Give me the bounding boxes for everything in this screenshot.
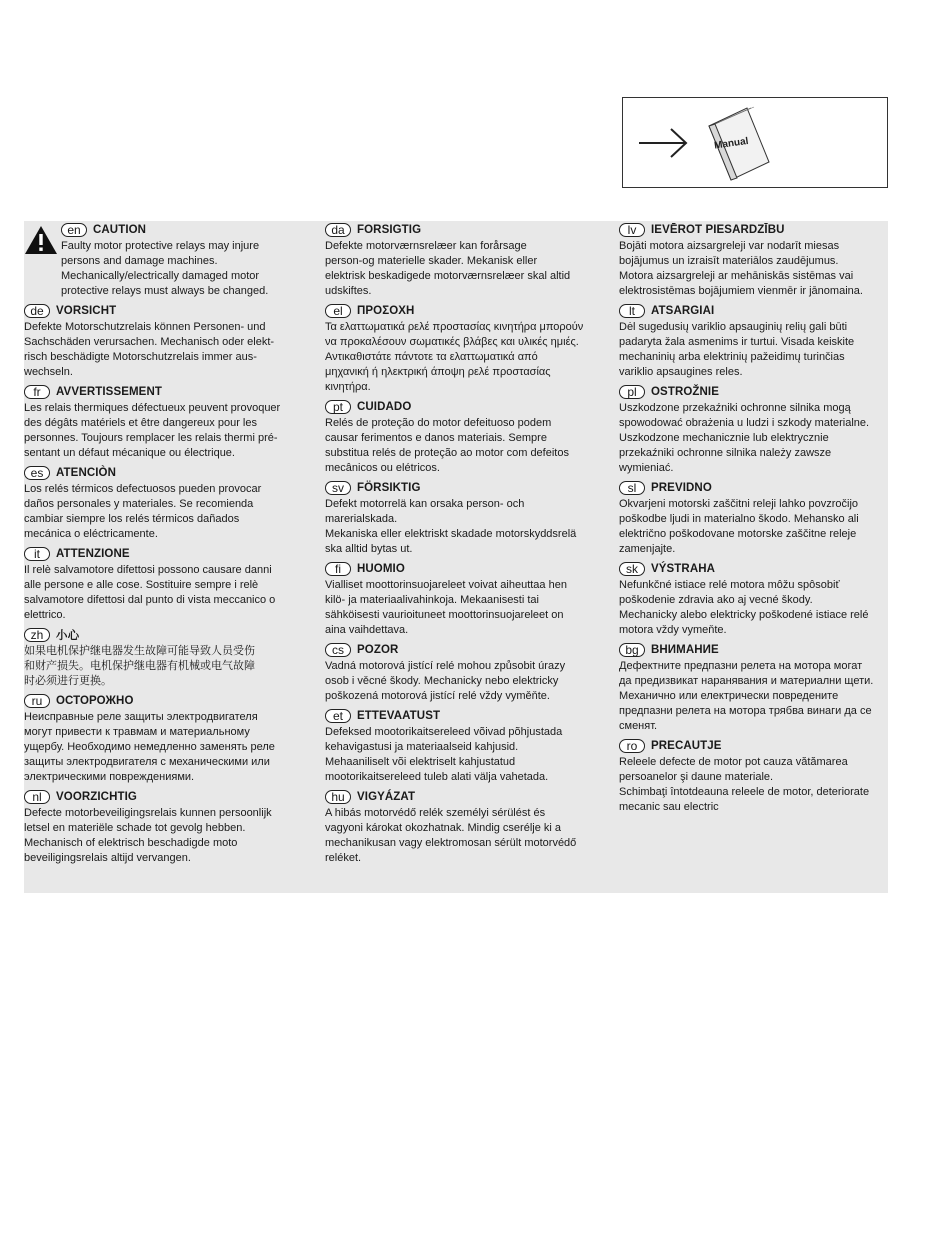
warning-title: ΠΡΟΣΟΧΗ [357, 305, 415, 317]
warning-header [61, 221, 314, 239]
warning-title: IEVĒROT PIESARDZĪBU [651, 224, 785, 236]
language-code-badge: ro [619, 739, 645, 753]
warning-block-nl [24, 788, 314, 866]
warning-title: CUIDADO [357, 401, 412, 413]
warning-panel [24, 221, 888, 893]
language-code-badge: es [24, 466, 50, 480]
language-code-badge: lv [619, 223, 645, 237]
language-code-badge: fr [24, 385, 50, 399]
language-code-badge: lt [619, 304, 645, 318]
caution-wrap [24, 221, 314, 299]
warning-header [24, 464, 314, 482]
warning-block-it [24, 545, 314, 623]
warning-triangle-icon [24, 225, 58, 255]
warning-title: PRECAUTJE [651, 740, 722, 752]
warning-header [24, 302, 314, 320]
warning-text: Il relè salvamotore difettosi possono causare danni alle persone e alle cose. Sostituire sempre i relè salvamotore difettosi dal punto di vista meccanico o elettrico. [24, 564, 276, 621]
warning-block-ru [24, 692, 314, 785]
warning-text: A hibás motorvédő relék személyi sérülést és vagyoni károkat okozhatnak. Mindig cserélje ki a mechanikusan vagy elektromosan sérült motorvédő reléket. [325, 807, 577, 864]
warning-text: Vadná motorová jistící relé mohou způsobit úrazy osob i věcné škody. Mechanicky nebo elektricky poškozená motorová jistící relé vždy vyměňte. [325, 660, 566, 702]
warning-text: Les relais thermiques défectueux peuvent provoquer des dégâts matériels et être dangereux pour les personnes. Toujours remplacer les relais thermi pré- sentant un défaut mécanique ou électrique. [24, 402, 281, 459]
warning-title: OSTROŽNIE [651, 386, 719, 398]
warning-block-lv [619, 221, 887, 299]
warning-text: Nefunkčné istiace relé motora môžu spôsobiť poškodenie zdravia ako aj vecné škody. Mechanicky alebo elektricky poškodené istiace relé motora vždy vymeňte. [619, 579, 869, 636]
warning-block-ro [619, 737, 887, 815]
warnings-column-2 [325, 221, 615, 869]
warning-text: Vialliset moottorinsuojareleet voivat aiheuttaa hen kilö- ja materiaalivahinkoja. Mekaanisesti tai sähköisesti vaurioituneet moottorinsuojareleet on aina vaihdettava. [325, 579, 567, 636]
warning-block-sv [325, 479, 615, 557]
warning-header [325, 641, 615, 659]
language-code-badge: sv [325, 481, 351, 495]
language-code-badge: sk [619, 562, 645, 576]
warning-title: CAUTION [93, 224, 147, 236]
warning-text: Defeksed mootorikaitsereleed võivad põhjustada kehavigastusi ja materiaalseid kahjusid. Mehaaniliselt või elektriselt kahjustatud mootorikaitsereleed tuleb alati välja vahetada. [325, 726, 563, 783]
warning-block-fi [325, 560, 615, 638]
warning-text: Τα ελαττωματικά ρελέ προστασίας κινητήρα μπορούν να προκαλέσουν σωματικές βλάβες και υλικές ημιές. Αντικαθιστάτε πάντοτε τα ελαττωματικά από μηχανική ή ηλεκτρική άποψη ρελέ προστασίας κινητήρα. [325, 321, 584, 393]
language-code-badge: it [24, 547, 50, 561]
warning-text: Defekte motorværnsrelæer kan forårsage person-og materielle skader. Mekanisk eller elektrisk beskadigede motorværnsrelæer skal altid udskiftes. [325, 240, 571, 297]
warning-text: Неисправные реле защиты электродвигателя могут привести к травмам и материальному ущербу. Необходимо немедленно заменять реле защиты электродвигателя с механическими или электрическими повреждениями. [24, 711, 275, 783]
manual-book-icon [709, 107, 769, 180]
language-code-badge: sl [619, 481, 645, 495]
warning-title: 小心 [56, 630, 80, 642]
warning-block-et [325, 707, 615, 785]
language-code-badge: en [61, 223, 87, 237]
warning-block-de [24, 302, 314, 380]
warning-header [325, 479, 615, 497]
warning-text: Los relés térmicos defectuosos pueden provocar daños personales y materiales. Se recomienda cambiar siempre los relés térmicos dañados mecánica o eléctricamente. [24, 483, 262, 540]
warning-title: ОСТОРОЖНО [56, 695, 134, 707]
warning-title: ATTENZIONE [56, 548, 130, 560]
warning-text: Okvarjeni motorski zaščitni releji lahko povzročijo poškodbe ljudi in materialno škodo. Mehansko ali električno poškodovane motorske zaščitne releje zamenjajte. [619, 498, 859, 555]
language-code-badge: fi [325, 562, 351, 576]
warning-header [619, 560, 887, 578]
warning-header [325, 302, 615, 320]
warning-text: Uszkodzone przekaźniki ochronne silnika mogą spowodować obrażenia u ludzi i szkody materialne. Uszkodzone mechanicznie lub elektrycznie przekaźniki ochronne silnika należy zawsze wymieniać. [619, 402, 870, 474]
warning-header [325, 398, 615, 416]
warning-text: 如果电机保护继电器发生故障可能导致人员受伤 和财产损失。电机保护继电器有机械或电气故障 时必须进行更换。 [24, 645, 255, 687]
warning-text: Дефектните предпазни релета на мотора могат да предизвикат наранявания и материални щети. Механично или електрически повредените предпазни релета на мотора трябва винаги да се сменят. [619, 660, 874, 732]
warning-title: ATENCIÒN [56, 467, 117, 479]
warning-title: HUOMIO [357, 563, 405, 575]
warning-title: ETTEVAATUST [357, 710, 441, 722]
manual-book-label: Manual [713, 135, 750, 152]
warning-text: Releele defecte de motor pot cauza vătămarea persoanelor şi daune materiale. Schimbaţi întotdeauna releele de motor, deteriorate mecanic sau electric [619, 756, 870, 813]
warning-title: VIGYÁZAT [357, 791, 416, 803]
language-code-badge: bg [619, 643, 645, 657]
warning-text: Faulty motor protective relays may injure persons and damage machines. Mechanically/electrically damaged motor protective relays must always be changed. [61, 240, 269, 297]
warning-header [619, 383, 887, 401]
manual-reference-box [622, 97, 888, 188]
warnings-column-1 [24, 221, 314, 869]
warning-title: AVVERTISSEMENT [56, 386, 162, 398]
language-code-badge: cs [325, 643, 351, 657]
warning-block-zh [24, 626, 314, 689]
warning-block-fr [24, 383, 314, 461]
warning-block-lt [619, 302, 887, 380]
language-code-badge: de [24, 304, 50, 318]
language-code-badge: et [325, 709, 351, 723]
warning-block-sl [619, 479, 887, 557]
warning-block-pt [325, 398, 615, 476]
warning-text: Defecte motorbeveiligingsrelais kunnen persoonlijk letsel en materiële schade tot gevolg hebben. Mechanisch of elektrisch beschadigde moto beveiligingsrelais altijd vervangen. [24, 807, 272, 864]
warning-title: VORSICHT [56, 305, 117, 317]
warning-text: Bojāti motora aizsargreleji var nodarīt miesas bojājumus un izraisīt materiālos zaudējumus. Motora aizsargreleji ar mehāniskās sistēmas vai elektrosistēmas bojājumiem vienmēr ir jānomaina. [619, 240, 863, 297]
warning-header [24, 626, 314, 644]
warnings-column-3 [619, 221, 887, 818]
warning-block-hu [325, 788, 615, 866]
warning-block-en [24, 221, 314, 299]
warning-block-el [325, 302, 615, 395]
warning-title: PREVIDNO [651, 482, 712, 494]
warning-text: Defekte Motorschutzrelais können Personen- und Sachschäden verursachen. Mechanisch oder elekt- risch beschädigte Motorschutzrelais immer aus- wechseln. [24, 321, 275, 378]
warning-block-da [325, 221, 615, 299]
language-code-badge: zh [24, 628, 50, 642]
warning-title: FÖRSIKTIG [357, 482, 421, 494]
warning-block-sk [619, 560, 887, 638]
warning-title: FORSIGTIG [357, 224, 422, 236]
warning-header [325, 221, 615, 239]
language-code-badge: pl [619, 385, 645, 399]
warning-text: Relés de proteção do motor defeituoso podem causar ferimentos e danos materiais. Sempre substitua relés de proteção ao motor com defeitos mecânicos ou elétricos. [325, 417, 569, 474]
language-code-badge: da [325, 223, 351, 237]
warning-title: ATSARGIAI [651, 305, 715, 317]
language-code-badge: nl [24, 790, 50, 804]
warning-header [325, 788, 615, 806]
warning-block-bg [619, 641, 887, 734]
warning-header [24, 545, 314, 563]
warning-text: Dėl sugedusių variklio apsauginių relių gali būti padaryta žala asmenims ir turtui. Visada keiskite mechaninių arba elektrinių pažeidimų turinčias variklio apsaugines reles. [619, 321, 855, 378]
warning-block-pl [619, 383, 887, 476]
language-code-badge: ru [24, 694, 50, 708]
warning-header [619, 479, 887, 497]
warning-title: VOORZICHTIG [56, 791, 137, 803]
warning-text: Defekt motorrelä kan orsaka person- och marerialskada. Mekaniska eller elektriskt skadade motorskyddsrelä ska alltid bytas ut. [325, 498, 577, 555]
language-code-badge: pt [325, 400, 351, 414]
warning-header [24, 383, 314, 401]
warning-header [619, 302, 887, 320]
warning-block-es [24, 464, 314, 542]
warning-block-cs [325, 641, 615, 704]
warning-title: POZOR [357, 644, 399, 656]
warning-header [619, 737, 887, 755]
warning-header [24, 692, 314, 710]
warning-title: VÝSTRAHA [651, 563, 716, 575]
language-code-badge: el [325, 304, 351, 318]
warning-header [325, 560, 615, 578]
warning-header [619, 221, 887, 239]
warning-header [619, 641, 887, 659]
language-code-badge: hu [325, 790, 351, 804]
arrow-right-icon [623, 98, 889, 189]
warning-title: ВНИМАНИЕ [651, 644, 719, 656]
warning-header [325, 707, 615, 725]
warning-header [24, 788, 314, 806]
